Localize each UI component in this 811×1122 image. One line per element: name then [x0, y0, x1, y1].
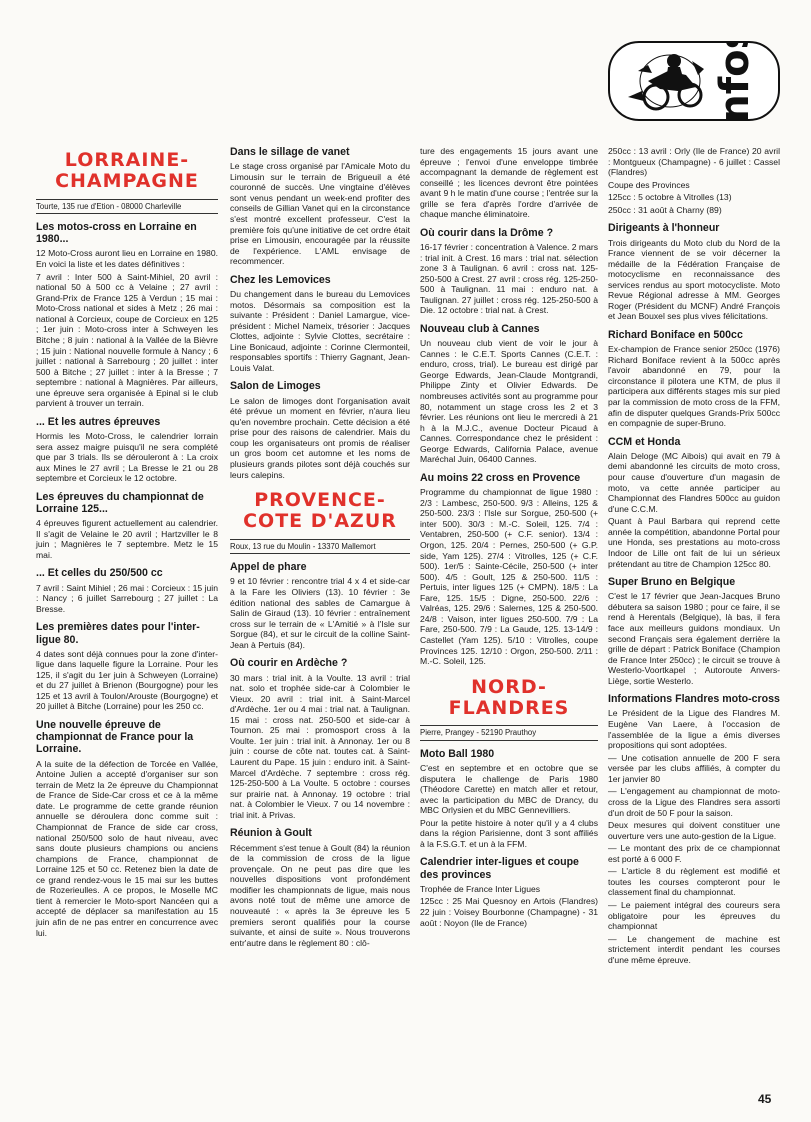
article-paragraph: 30 mars : trial init. à la Voulte. 13 avril : trial nat. solo et trophée side-car à Colombier le Vieux. 20 avril : trial init. à Saint-Marcel d'Ardèche. 1er ou 4 mai : trial nat. à Taulignan. 15 mai : cross nat. 250-500 et side-car à Tournon. 25 mai : promosport cross à la Voulte. 1er juin : trial init. à Annonay. 1er ou 8 juin : course de côte nat. toutes cat. à Saint-Laurent du Pape. 15 juin : enduro init. à Saint-Marcel d'Ardèche. 7 septembre : cross rég. 125-250-500 à La Voulte. 5 octobre : courses sur prairie nat. à Annonay. 19 octobre : trial nat. à Colombier le Vieux. 7 ou 14 novembre : trial init. à Privas. — [230, 672, 410, 820]
article-paragraph: 7 avril : Inter 500 à Saint-Mihiel, 20 avril : national 50 à 500 cc à Velaine ; 27 avril : Grand-Prix de France 125 à Verdun ; 15 mai : Moto-Cross national et sides à Metz ; 26 mai : national à Corcieux, coupe de Corcieux en 125 ; 1er juin : Moto-cross inter à Schweyen les Bitche ; 8 juin : national à la Vallée de la Bièvre ; 15 juin : National nouvelle formule à Nancy ; 6 juillet : national à Sarrebourg ; 20 juillet : inter 500 à Bitche ; 27 juillet : inter à la Bresse ; 7 septembre : national à Magnières. Par ailleurs, une épreuve sera organisée à Epinal si le club parvient à trouver un terrain. — [36, 271, 218, 409]
article-title: Calendrier inter-ligues et coupe des provinces — [420, 856, 579, 881]
article-paragraph: Le stage cross organisé par l'Amicale Moto du Limousin sur le terrain de Brigueuil a été couronné de succès. Une vingtaine d'élèves sont venus pendant un week-end profiter des conseils de Gillian Vanet qui en la circonstance s'est montré excellent professeur. C'est la première fois qu'une initiative de cet ordre était prise en Limousin, encouragée par la réussite de l'expérience. L'AML envisage de recommencer. — [230, 161, 410, 267]
article-paragraph: Du changement dans le bureau du Lemovices motos. Désormais sa composition est la suivante : Président : Daniel Lamargue, vice-président : Michel Nameix, trésorier : Jacques Clottes, adjointe : Sylvie Clottes, secrétaire : Line Bonicaud, adjointe : Corinne Clermonteil, responsables sportifs : Thierry Gagnant, Jean-Louis Valat. — [230, 288, 410, 373]
region-title-line: PROVENCE- — [254, 489, 386, 512]
infos-logo-graphic — [608, 41, 780, 121]
column-limousin-provence — [230, 146, 410, 950]
article-paragraph: 4 épreuves figurent actuellement au calendrier. Il s'agit de Velaine le 20 avril ; Hartzviller le 8 juin ; Magnières le 7 septembre. Metz le 15 mai. — [36, 518, 218, 560]
article-title: ... Et celles du 250/500 cc — [36, 567, 163, 580]
page-number: 45 — [758, 1092, 772, 1106]
article-paragraph: Trois dirigeants du Moto club du Nord de la France viennent de se voir décerner la médaille de la Fédération Française de motocyclisme en reconnaissance des services rendus au sport motocycliste. Moto Revue Régional adresse à MM. Georges Roger (Président du MCNF) André François et Jean Bouxel ses plus vives félicitations. — [608, 237, 780, 322]
region-title — [420, 669, 598, 726]
region-title-line: CHAMPAGNE — [55, 170, 199, 193]
logo-word: infos — [712, 41, 758, 121]
region-address: Roux, 13 rue du Moulin - 13370 Mallemort — [230, 539, 410, 555]
article-title: Où courir en Ardèche ? — [230, 657, 348, 670]
article-paragraph: C'est le 17 février que Jean-Jacques Bruno débutera sa saison 1980 ; pour ce faire, il se rend à Herentals (Belgique), là bas, il fera face aux meilleurs guidons mondiaux. Un second Français sera également derrière la grille de départ : Patrick Boniface (Champion de France Inter 250cc) ; le circuit se trouve à Westerlo-Voortkapel ; Autoroute Anvers-Liège, sortie Westerlo. — [608, 591, 780, 686]
article-paragraph: 125cc : 5 octobre à Vitrolles (13) — [608, 192, 732, 203]
article-paragraph: 12 Moto-Cross auront lieu en Lorraine en 1980. En voici la liste et les dates définitives : — [36, 248, 218, 270]
article-paragraph: Le salon de limoges dont l'organisation avait été prévue un moment en février, n'aura lieu qu'en novembre prochain. Cette décision a été prise pour des raisons de calendrier. Mais du coup les organisateurs ont promis de réaliser un gros boom cet automne et les noms de plusieurs grands pilotes sont déjà couchés sur leurs calepins. — [230, 395, 410, 480]
article-title: Au moins 22 cross en Provence — [420, 471, 581, 484]
column-flandres — [608, 146, 780, 967]
region-address: Pierre, Prangey - 52190 Prauthoy — [420, 725, 598, 741]
article-paragraph: C'est en septembre et en octobre que se disputera le challenge de Paris 1980 (Théodore Carette) en match aller et retour, avec la participation du MBC de Drancy, du MBC Orlysien et du MBC Gennevilliers. — [420, 762, 598, 816]
article-paragraph: Deux mesures qui doivent constituer une ouverture vers une auto-gestion de la Ligue. — [608, 820, 780, 841]
article-paragraph: 250cc : 31 août à Charny (89) — [608, 204, 722, 215]
article-title: Où courir dans la Drôme ? — [420, 226, 554, 239]
article-title: Les motos-cross en Lorraine en 1980... — [36, 221, 197, 246]
article-title: Super Bruno en Belgique — [608, 576, 736, 589]
article-paragraph: — L'article 8 du règlement est modifié et toutes les courses compteront pour le classement final du championnat. — [608, 866, 780, 898]
region-header-nord — [420, 669, 598, 741]
article-paragraph: Le Président de la Ligue des Flandres M. Eugène Van Laere, à l'occasion de l'assemblée de la ligue a émis diverses propositions qui sont adoptées. — [608, 708, 780, 751]
article-paragraph: Programme du championnat de ligue 1980 : 2/3 : Lambesc, 250-500. 9/3 : Alleins, 125 & 250-500. 23/3 : l'Isle sur Sorgue, 250-500 (+ inter 500). 30/3 : M.-C. Soleil, 125. 7/4 : Ventabren, 250-500 (+ C.F. senior). 13/4 : Orgon, 125. 20/4 : Pernes, 250-500 (+ G.P. side, Yam 125). 27/4 : Vitrolles, 125 (+ C.F. 500). 1er/5 : Sainte-Cécile, 250-500 (+ inter 500). 4/5 : Goult, 125 & 250-500. 11/5 : Pertuis, inter ligues 125 (+ CMPN). 18/5 : La Fare, 125. 15/5 : Digne, 250-500. 22/6 : Valréas, 125. 29/6 : Salernes, 125 & 250-500. 24/8 : Vaison, inter ligues 250-500. 7/9 : La Fare, 250-500. 7/9 : La Gaude, 125. 13-14/9 : Castellet (Yam 125). 5/10 : Vitrolles, coupe Provinces 125. 12/10 : Orgon, 250-500. 2/11 : M.-C. Soleil, 125. — [420, 487, 598, 667]
article-paragraph: — Le paiement intégral des coureurs sera obligatoire pour les épreuves du championnat — [608, 900, 780, 932]
article-paragraph: Trophée de France Inter Ligues — [420, 883, 541, 894]
article-paragraph: 125cc : 25 Mai Quesnoy en Artois (Flandres) 22 juin : Voisey Bourbonne (Champagne) - 31 août : Noyon (Ile de France) — [420, 896, 598, 928]
article-title: Les épreuves du championnat de Lorraine 125... — [36, 490, 204, 516]
article-title: ... Et les autres épreuves — [36, 415, 161, 428]
region-title-line: NORD- — [471, 675, 547, 698]
article-paragraph: Ex-champion de France senior 250cc (1976) Richard Boniface revient à la 500cc après l'avoir abandonné en 79, pour la circonstance il pilotera une KTM, de plus il participera aux différents stages mis sur pied par la commission de moto cross de la FFM, afin de disputer quelques Grands-Prix 500cc en compagnie de super-Bruno. — [608, 344, 780, 429]
region-title-line: FLANDRES — [448, 696, 570, 719]
column-provence-nord — [420, 146, 598, 930]
region-title-line: LORRAINE- — [64, 149, 190, 171]
article-title: Richard Boniface en 500cc — [608, 329, 743, 342]
article-title: Chez les Lemovices — [230, 273, 331, 286]
region-title — [36, 142, 218, 199]
article-paragraph: A la suite de la défection de Torcée en Vallée, Antoine Julien a accepté d'organiser sur son terrain de Metz la 2e épreuve du Championnat de France de Side-Car cross et ce à la même date. Le programme de cette grande réunion annuelle se déroulera donc comme suit : Championnat de France de side car cross, national 250/500 solo de haut niveau, avec sans doute plusieurs champions ou anciens champions de France, championnat de Lorraine 125 et 50 cc. Retenez bien la date de ce grand rendez-vous le 15 mai sur les buttes de Rozerieulles. A ce propos, le Moselle MC tient à remercier le Moto-sport Nancéen qui a accepté de déplacer sa manifestation au 15 juin afin de ne pas entrer en concurrence avec lui. — [36, 758, 218, 938]
article-paragraph: Récemment s'est tenue à Goult (84) la réunion de la commission de cross de la ligue provençale. On ne peut pas dire que les nouvelles dispositions vont profondément modifier les championnats de ligue, mais nous avons noté tout de même une amorce de nouveauté : « après la 3e épreuve les 5 premiers seront qualifiés pour la course suivante, et ainsi de suite ». Nous trouverons entr'autre dans le règlement 80 : clô- — [230, 842, 410, 948]
article-title: Moto Ball 1980 — [420, 747, 495, 760]
article-title: Dirigeants à l'honneur — [608, 222, 720, 235]
article-paragraph: 4 dates sont déjà connues pour la zone d'inter-ligue dans laquelle figure la Lorraine. Pour les 125, il s'agit du 1er juin à Schweyen (Lorraine) et du 27 juillet à Brienon (Bourgogne) pour les 125 et 13 avril à Toulon/Arouste (Bourgogne) et 20 juillet à Bitche (Lorraine) pour les 250 cc. — [36, 648, 218, 712]
article-paragraph: Hormis les Moto-Cross, le calendrier lorrain sera assez maigre puisqu'il ne sera complété que par 3 trials. Ils se dérouleront à : La croix aux Mines le 27 avril ; La Bresse le 21 ou 28 septembre et Corcieux le 12 octobre. — [36, 431, 218, 484]
article-paragraph: ture des engagements 15 jours avant une épreuve ; l'envoi d'une enveloppe timbrée accompagnant la demande de règlement est conseillé ; les licences devront être pointées avant 9 h le matin d'une course ; l'entrée sur la grille se fera d'après l'ordre d'arrivée de chaque manche éliminatoire. — [420, 146, 598, 220]
article-title: Salon de Limoges — [230, 380, 321, 393]
article-paragraph: Un nouveau club vient de voir le jour à Cannes : le C.E.T. Sports Cannes (C.E.T. : enduro, cross, trial). Le bureau est dirigé par George Edwards, Jean-Claude Montgrandi, Philippe Zinty et Olivier Edwards. De nombreuses activités sont au programme pour 80, notamment un stage cross les 2 et 3 février. Les réunions ont lieu le mercredi à 21 h à la M.J.C., avenue Docteur Picaud à Cannes. Correspondance chez le président : George Edwards, California Palace, avenue Maréchal Juin, 06400 Cannes. — [420, 338, 598, 465]
article-paragraph: Quant à Paul Barbara qui reprend cette année la compétition, abandonne Portal pour une Honda, ses prestations au moto-cross Indoor de Lille ont fait de lui un sérieux prétendant au titre de Champion 125cc 80. — [608, 516, 780, 569]
article-paragraph: 9 et 10 février : rencontre trial 4 x 4 et side-car à la Fare les Oliviers (13). 10 février : 3e édition national des sables de Camargue à Salin de Giraud (13). 10 février : entraînement cross sur le terrain de « L'Amitié » à l'Isle sur Sorgue (84), et sur le circuit de la colline Saint-Jean à Pertuis (84). — [230, 576, 410, 650]
article-title: Appel de phare — [230, 561, 307, 574]
article-title: Les premières dates pour l'inter-ligue 80. — [36, 621, 200, 646]
region-header-provence — [230, 482, 410, 554]
article-paragraph: Pour la petite histoire à noter qu'il y a 4 clubs dans la région Parisienne, dont 3 sont affiliés à la F.S.G.T. et un à la FFM. — [420, 817, 598, 849]
article-paragraph: — Une cotisation annuelle de 200 F sera versée par les clubs affiliés, à compter du 1er janvier 80 — [608, 752, 780, 784]
region-title-line: COTE D'AZUR — [243, 510, 397, 533]
article-paragraph: Alain Deloge (MC Aibois) qui avait en 79 à demi abandonné les circuits de moto cross, pour cause d'ouverture d'un magasin de moto, va cette année participer au Championnat des Flandres 500cc au guidon d'une C.C.M. — [608, 450, 780, 514]
column-lorraine-champagne — [36, 140, 218, 940]
article-title: Informations Flandres moto-cross — [608, 693, 780, 706]
article-title: CCM et Honda — [608, 435, 681, 448]
article-title: Dans le sillage de vanet — [230, 146, 350, 158]
article-paragraph: Coupe des Provinces — [608, 179, 690, 190]
article-paragraph: — Le montant des prix de ce championnat est porté à 6 000 F. — [608, 843, 780, 864]
article-title: Une nouvelle épreuve de championnat de France pour la Lorraine. — [36, 719, 194, 756]
region-address: Tourte, 135 rue d'Etion - 08000 Charleville — [36, 199, 218, 215]
infos-logo — [608, 41, 780, 121]
region-header-lorraine — [36, 142, 218, 214]
article-paragraph: 7 avril : Saint Mihiel ; 26 mai : Corcieux : 15 juin : Nancy ; 6 juillet Sarrebourg ; 27 juillet : La Bresse. — [36, 582, 218, 614]
article-title: Nouveau club à Cannes — [420, 323, 540, 336]
article-paragraph: — Le changement de machine est strictement interdit pendant les courses d'une même épreuve. — [608, 933, 780, 965]
article-paragraph: — L'engagement au championnat de moto-cross de la Ligue des Flandres sera assorti d'un droit de 50 F pour la saison. — [608, 786, 780, 818]
article-title: Réunion à Goult — [230, 827, 312, 840]
region-title — [230, 482, 410, 539]
article-paragraph: 16-17 février : concentration à Valence. 2 mars : trial init. à Crest. 16 mars : trial nat. sélection zone 3 à Taulignan. 6 avril : cross nat. 125-250-500 à Crest. 27 avril : cross rég. 125-250-500 à Taulignan. 11 mai : enduro nat. à Taulignan. 27 juillet : cross rég. 125-250-500 à Die. 12 octobre : trial nat. à Crest. — [420, 242, 599, 316]
article-paragraph: 250cc : 13 avril : Orly (Ile de France) 20 avril : Montgueux (Champagne) - 6 juillet : Cassel (Flandres) — [608, 146, 780, 178]
